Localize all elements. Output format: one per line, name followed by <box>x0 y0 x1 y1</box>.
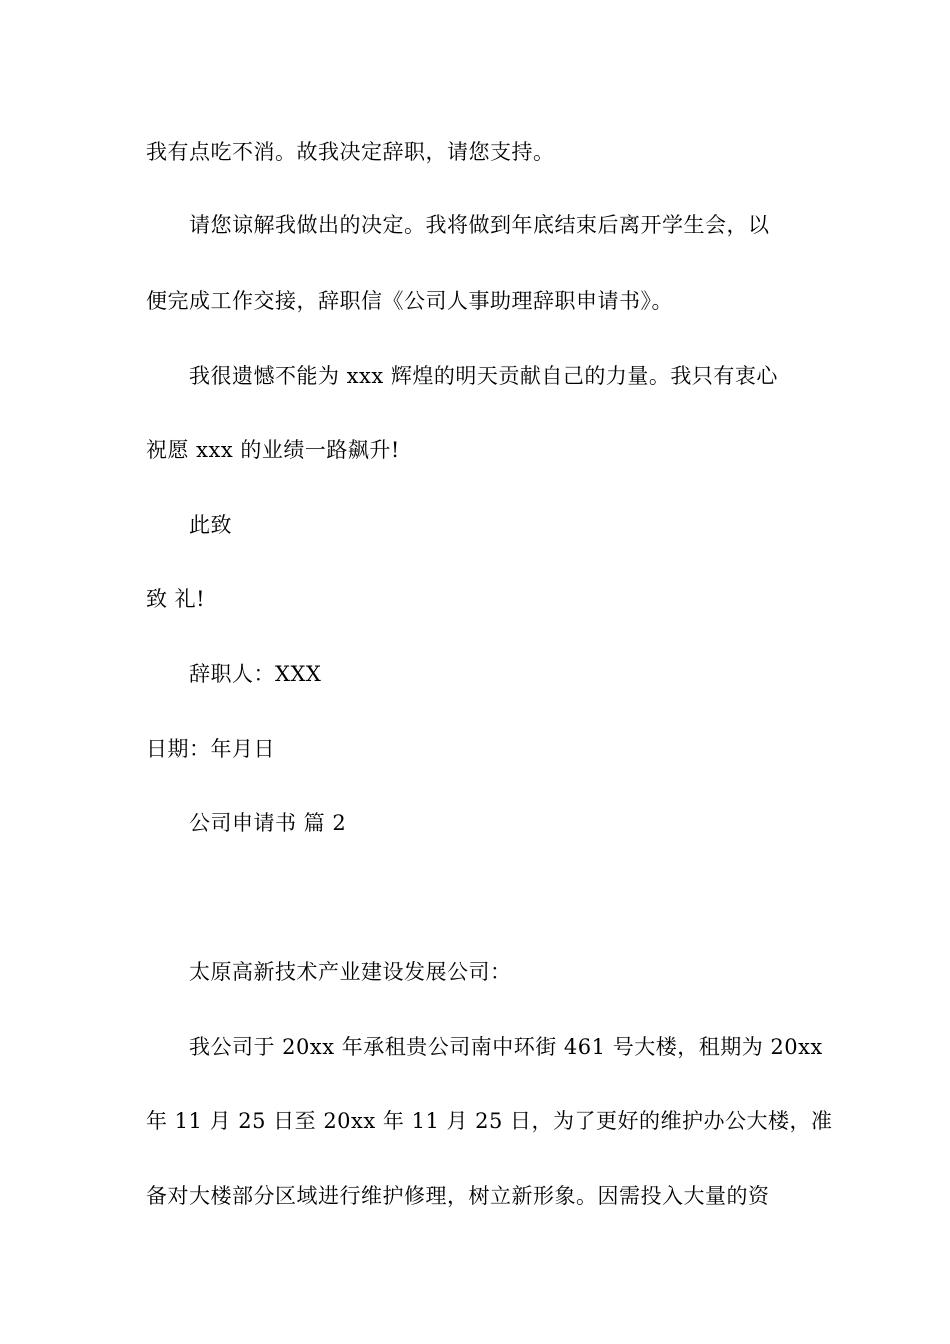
paragraph-line: 便完成工作交接，辞职信《公司人事助理辞职申请书》。 <box>146 289 673 313</box>
addressee-line: 太原高新技术产业建设发展公司： <box>189 960 512 984</box>
paragraph-line: 我有点吃不消。故我决定辞职，请您支持。 <box>146 140 555 164</box>
closing-line: 致 礼! <box>146 587 206 611</box>
paragraph-line: 年 11 月 25 日至 20xx 年 11 月 25 日，为了更好的维护办公大楼，准 <box>146 1109 833 1133</box>
paragraph-line: 请您谅解我做出的决定。我将做到年底结束后离开学生会，以 <box>189 213 770 237</box>
paragraph-line: 祝愿 xxx 的业绩一路飙升! <box>146 438 400 462</box>
paragraph-line: 备对大楼部分区域进行维护修理，树立新形象。因需投入大量的资 <box>146 1184 770 1208</box>
section-heading: 公司申请书 篇 2 <box>189 811 347 835</box>
paragraph-line: 我很遗憾不能为 xxx 辉煌的明天贡献自己的力量。我只有衷心 <box>189 364 778 388</box>
signature-line: 辞职人：XXX <box>189 662 322 686</box>
salutation-line: 此致 <box>189 513 232 537</box>
date-line: 日期：年月日 <box>146 737 275 761</box>
paragraph-line: 我公司于 20xx 年承租贵公司南中环街 461 号大楼，租期为 20xx <box>189 1035 823 1059</box>
